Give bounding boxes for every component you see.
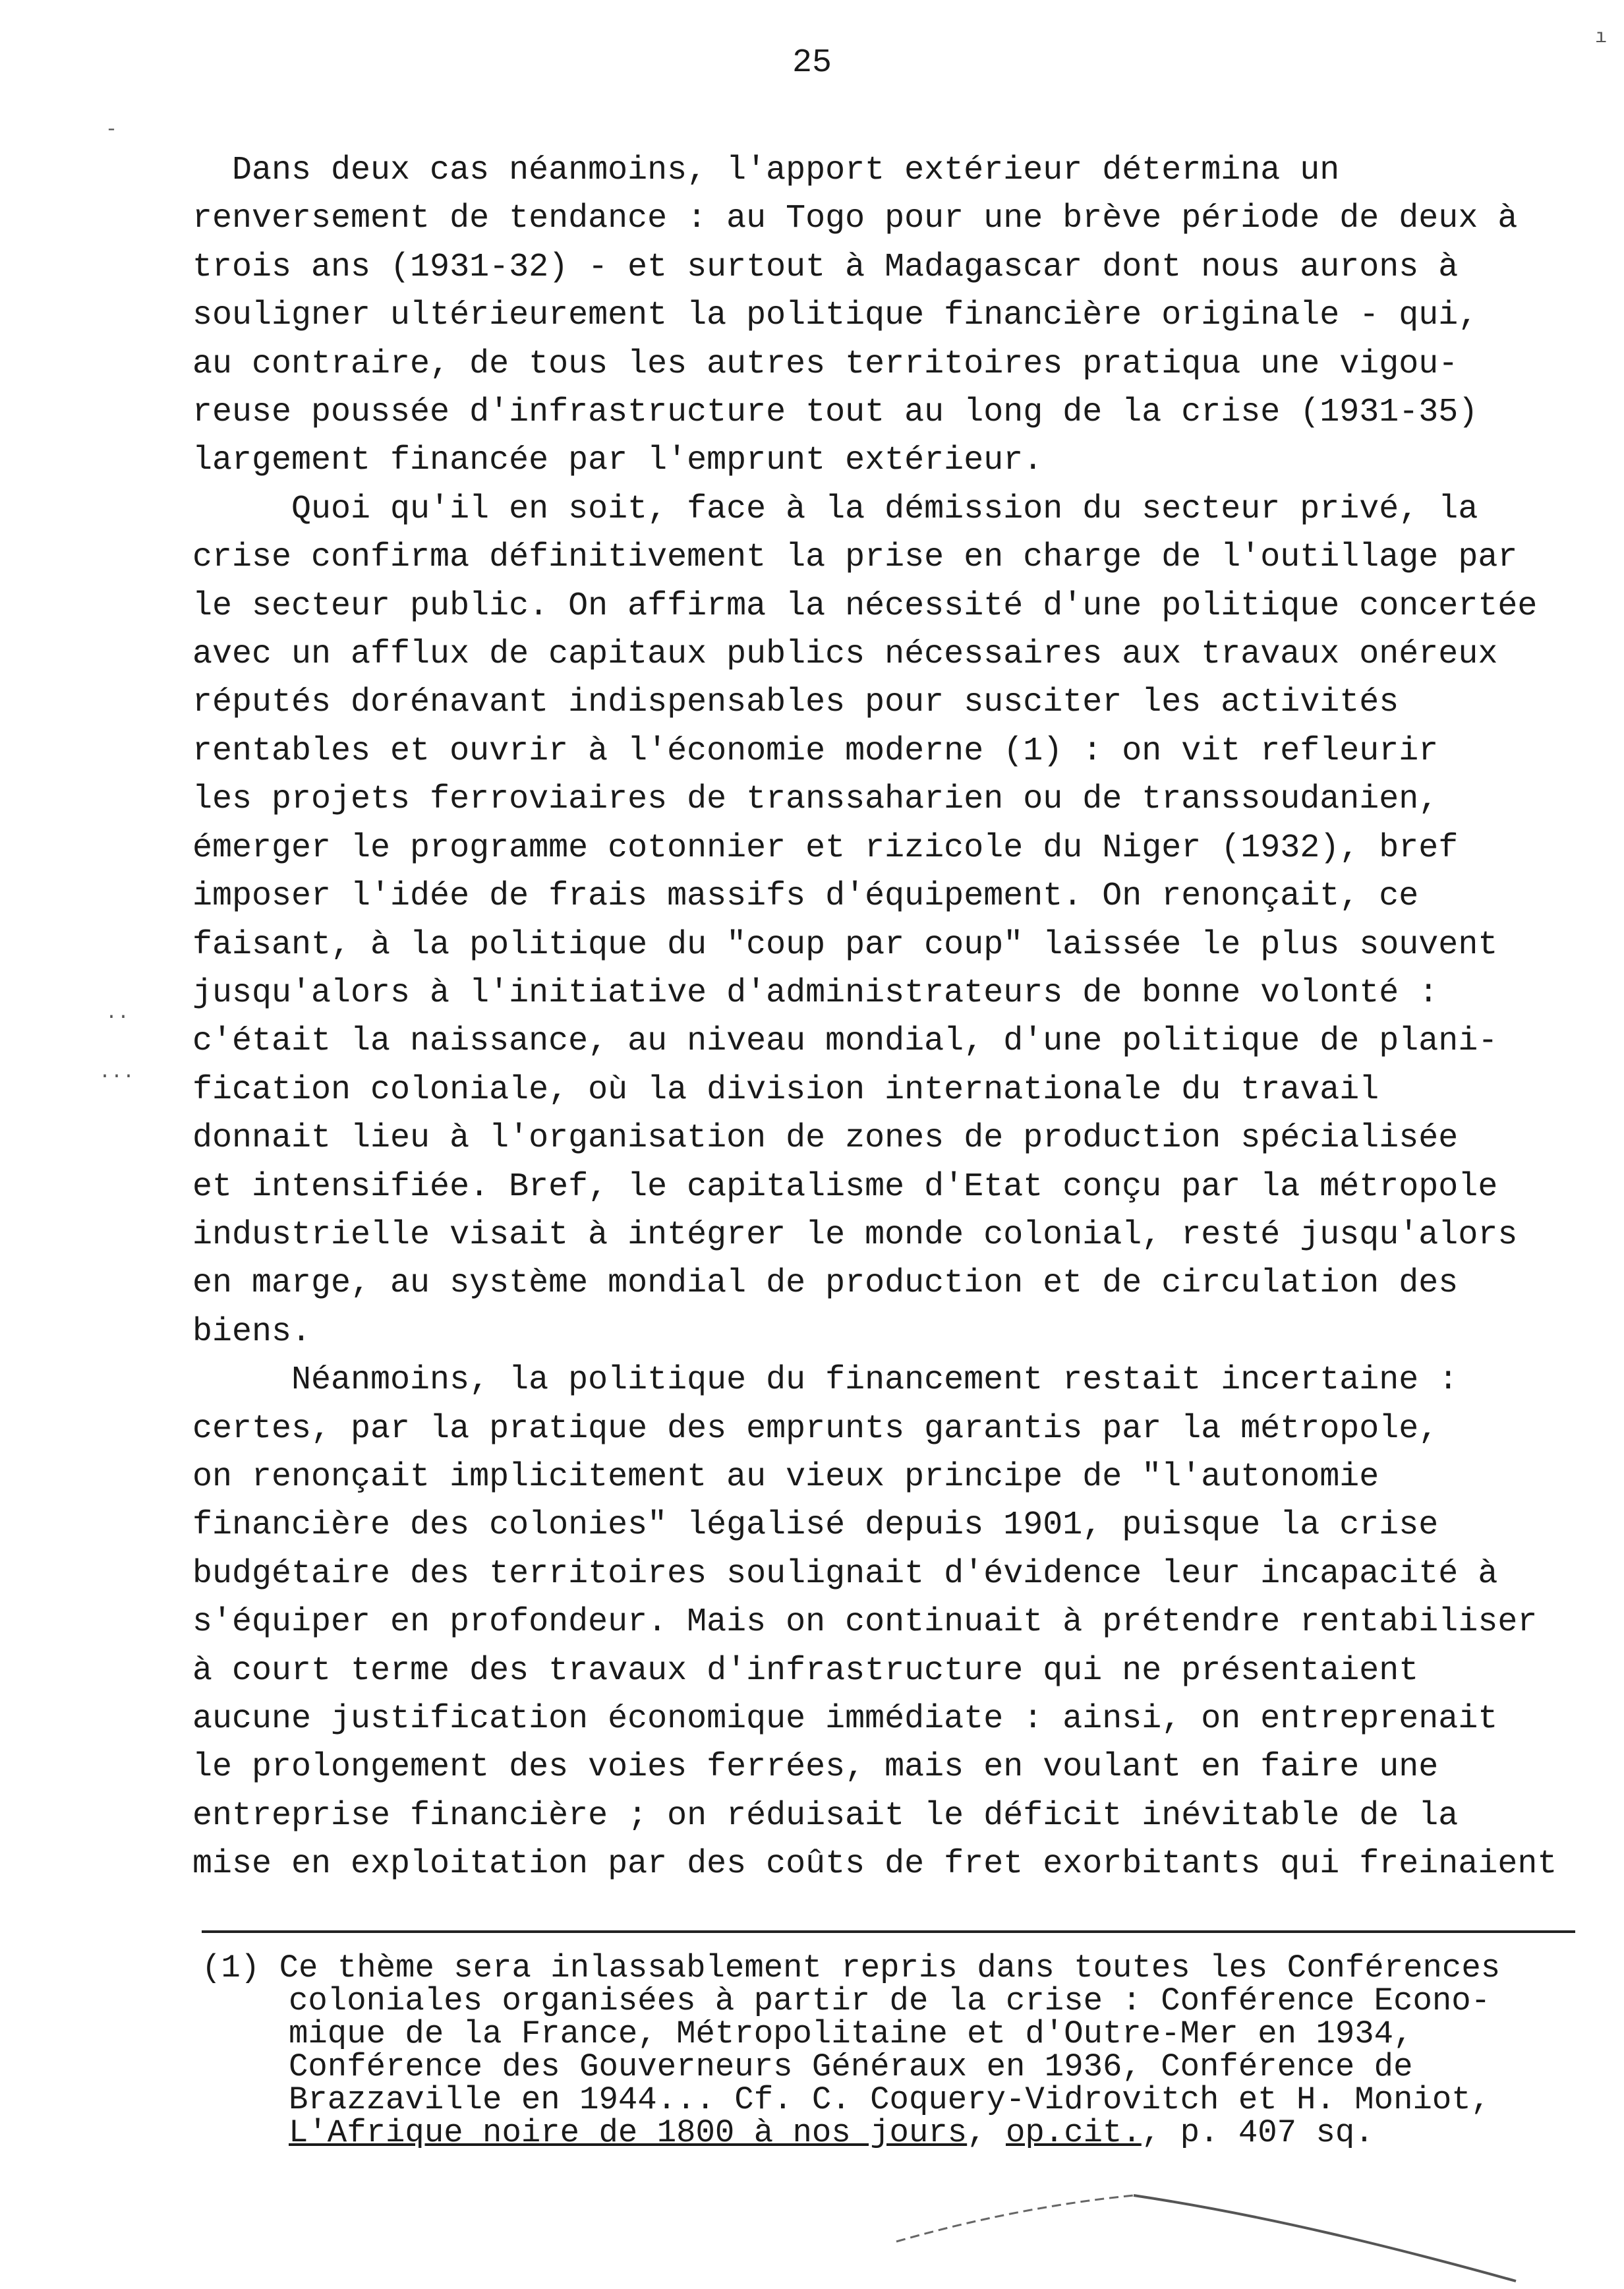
body-line: le secteur public. On affirma la nécessité d'une politique concertée	[192, 587, 1538, 625]
body-line: certes, par la pratique des emprunts garantis par la métropole,	[192, 1410, 1439, 1448]
body-line: Néanmoins, la politique du financement restait incertaine :	[192, 1361, 1459, 1400]
body-line: Quoi qu'il en soit, face à la démission du secteur privé, la	[192, 490, 1478, 528]
footnote-first-line	[202, 1951, 1599, 1984]
body-line: financière des colonies" légalisé depuis 1901, puisque la crise	[192, 1506, 1439, 1545]
body-line: c'était la naissance, au niveau mondial, d'une politique de plani-	[192, 1023, 1498, 1061]
body-line: au contraire, de tous les autres territoires pratiqua une vigou-	[192, 345, 1459, 383]
footnote	[202, 1951, 1599, 2149]
body-line: industrielle visait à intégrer le monde colonial, resté jusqu'alors	[192, 1216, 1518, 1254]
body-line: aucune justification économique immédiate : ainsi, on entreprenait	[192, 1700, 1498, 1738]
body-line: et intensifiée. Bref, le capitalisme d'Etat conçu par la métropole	[192, 1168, 1498, 1206]
citation-opcit: op.cit.	[1005, 2114, 1142, 2151]
body-line: en marge, au système mondial de production et de circulation des	[192, 1264, 1459, 1303]
body-line: reuse poussée d'infrastructure tout au long de la crise (1931-35)	[192, 394, 1478, 432]
body-line: faisant, à la politique du "coup par coup" laissée le plus souvent	[192, 926, 1498, 964]
body-line: imposer l'idée de frais massifs d'équipement. On renonçait, ce	[192, 877, 1419, 916]
body-line: fication coloniale, où la division internationale du travail	[192, 1071, 1379, 1109]
footnote-line: coloniales organisées à partir de la crise : Conférence Econo-	[289, 1982, 1491, 2019]
body-line: s'équiper en profondeur. Mais on continuait à prétendre rentabiliser	[192, 1603, 1538, 1642]
margin-tick-mark: ı	[1595, 26, 1608, 49]
body-line: donnait lieu à l'organisation de zones de production spécialisée	[192, 1119, 1459, 1158]
footnote-citation-line	[202, 2116, 1599, 2149]
body-line: le prolongement des voies ferrées, mais en voulant en faire une	[192, 1748, 1439, 1787]
body-line: les projets ferroviaires de transsaharien ou de transsoudanien,	[192, 781, 1439, 819]
body-line: mise en exploitation par des coûts de fret exorbitants qui freinaient	[192, 1845, 1557, 1884]
body-line: avec un afflux de capitaux publics nécessaires aux travaux onéreux	[192, 636, 1498, 674]
footnote-line: mique de la France, Métropolitaine et d'Outre-Mer en 1934,	[289, 2015, 1413, 2052]
body-line: souligner ultérieurement la politique financière originale - qui,	[192, 297, 1478, 335]
margin-dash-mark: -	[105, 119, 118, 141]
body-line: entreprise financière ; on réduisait le déficit inévitable de la	[192, 1797, 1459, 1835]
citation-separator: ,	[967, 2114, 1006, 2151]
body-line: rentables et ouvrir à l'économie moderne (1) : on vit refleurir	[192, 732, 1439, 770]
margin-dots-mark: ...	[99, 1061, 135, 1084]
citation-rest: , p. 407 sq.	[1141, 2114, 1374, 2151]
body-line: largement financée par l'emprunt extérieur.	[192, 442, 1043, 480]
citation-title: L'Afrique noire de 1800 à nos jours	[289, 2114, 968, 2151]
body-line: Dans deux cas néanmoins, l'apport extérieur détermina un	[192, 152, 1340, 189]
margin-dots-mark: ..	[105, 1002, 130, 1025]
body-line: émerger le programme cotonnier et rizicole du Niger (1932), bref	[192, 829, 1459, 867]
body-line: biens.	[192, 1313, 312, 1351]
footnote-marker: (1)	[202, 1949, 260, 1986]
footnote-first-text: Ce thème sera inlassablement repris dans toutes les Conférences	[279, 1949, 1501, 1986]
body-line: jusqu'alors à l'initiative d'administrateurs de bonne volonté :	[192, 974, 1439, 1012]
body-line: budgétaire des territoires soulignait d'évidence leur incapacité à	[192, 1555, 1498, 1593]
body-line: trois ans (1931-32) - et surtout à Madagascar dont nous aurons à	[192, 248, 1459, 286]
footnote-divider	[202, 1930, 1575, 1933]
pen-stroke-mark	[857, 2176, 1529, 2289]
body-line: réputés dorénavant indispensables pour susciter les activités	[192, 684, 1399, 722]
footnote-line: Conférence des Gouverneurs Généraux en 1936, Conférence de	[289, 2048, 1413, 2085]
body-text	[192, 146, 1596, 1889]
body-line: renversement de tendance : au Togo pour une brève période de deux à	[192, 200, 1518, 238]
body-line: crise confirma définitivement la prise en charge de l'outillage par	[192, 539, 1518, 577]
footnote-line: Brazzaville en 1944... Cf. C. Coquery-Vidrovitch et H. Moniot,	[289, 2081, 1491, 2118]
body-line: à court terme des travaux d'infrastructure qui ne présentaient	[192, 1651, 1419, 1690]
body-line: on renonçait implicitement au vieux principe de "l'autonomie	[192, 1458, 1379, 1496]
page-number: 25	[792, 44, 832, 82]
